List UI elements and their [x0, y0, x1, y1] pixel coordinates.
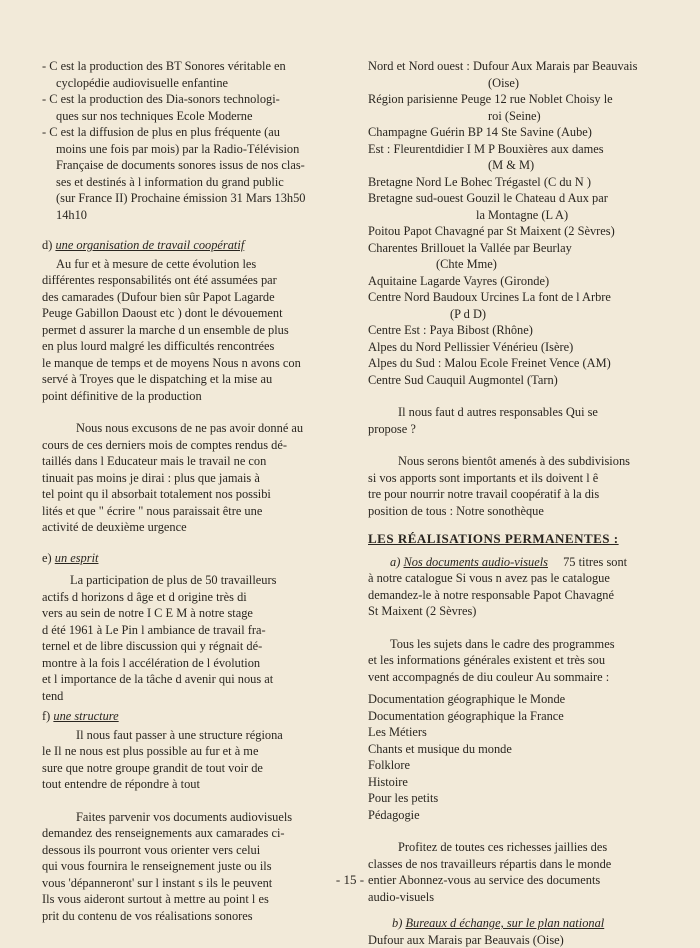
paragraph	[42, 420, 342, 536]
regional-contacts-list	[368, 58, 668, 388]
text-line: Au fur et à mesure de cette évolution les	[42, 256, 342, 273]
text-line: St Maixent (2 Sèvres)	[368, 603, 668, 620]
text-fragment: 75 titres sont	[551, 555, 627, 569]
list-item: Pour les petits	[368, 790, 668, 807]
text-line: 14h10	[42, 207, 342, 224]
right-column	[368, 58, 668, 948]
region-line: Alpes du Nord Pellissier Vénérieu (Isère)	[368, 339, 668, 356]
text-line: Nous nous excusons de ne pas avoir donné au	[42, 420, 342, 437]
text-line: et les informations générales existent et très sou	[368, 652, 668, 669]
text-line: si vos apports sont importants et ils doivent l ê	[368, 470, 668, 487]
region-line: Centre Nord Baudoux Urcines La font de l Arbre	[368, 289, 668, 306]
permanent-realisations-title: LES RÉALISATIONS PERMANENTES :	[368, 531, 668, 548]
paragraph	[368, 404, 668, 437]
region-line: Charentes Brillouet la Vallée par Beurlay	[368, 240, 668, 257]
text-line: servé à Troyes que le dispatching et la mise au	[42, 371, 342, 388]
section-title: une structure	[53, 709, 118, 723]
region-line: (Chte Mme)	[368, 256, 668, 273]
text-line: - C est la production des Dia-sonors technologi-	[42, 91, 342, 108]
text-line: moins une fois par mois) par la Radio-Télévision	[42, 141, 342, 158]
section-heading-f	[42, 708, 342, 725]
section-letter: b)	[392, 916, 402, 930]
section-heading-e	[42, 550, 342, 567]
region-line: Poitou Papot Chavagné par St Maixent (2 Sèvres)	[368, 223, 668, 240]
text-line: et l importance de la tâche d avenir qui nous at	[42, 671, 342, 688]
section-b	[368, 915, 668, 948]
region-line: (Oise)	[368, 75, 668, 92]
text-line: La participation de plus de 50 travailleurs	[42, 572, 342, 589]
text-line: tre pour nourrir notre travail coopératif à la dis	[368, 486, 668, 503]
text-line: point définitive de la production	[42, 388, 342, 405]
list-item: Histoire	[368, 774, 668, 791]
section-a	[368, 554, 668, 620]
text-line: - C est la diffusion de plus en plus fréquente (au	[42, 124, 342, 141]
region-line: Centre Sud Cauquil Augmontel (Tarn)	[368, 372, 668, 389]
region-line: (M & M)	[368, 157, 668, 174]
text-line: ternel et de libre discussion qui y régnait dé-	[42, 638, 342, 655]
region-line: Alpes du Sud : Malou Ecole Freinet Vence (AM)	[368, 355, 668, 372]
text-line: propose ?	[368, 421, 668, 438]
text-line: Nous serons bientôt amenés à des subdivisions	[368, 453, 668, 470]
list-item: Documentation géographique la France	[368, 708, 668, 725]
text-line: tinuait pas moins je dirai : plus que jamais à	[42, 470, 342, 487]
text-line: permet d assurer la marche d un ensemble de plus	[42, 322, 342, 339]
paragraph	[42, 572, 342, 704]
text-line: entier Abonnez-vous au service des documents	[368, 872, 668, 889]
section-title: un esprit	[55, 551, 99, 565]
text-line: prit du contenu de vos réalisations sonores	[42, 908, 342, 925]
text-line: demandez-le à notre responsable Papot Chavagné	[368, 587, 668, 604]
text-line: ques sur nos techniques Ecole Moderne	[42, 108, 342, 125]
text-line: taillés dans l Educateur mais le travail ne con	[42, 453, 342, 470]
text-line: d été 1961 à Le Pin l ambiance de travail fra-	[42, 622, 342, 639]
region-line: roi (Seine)	[368, 108, 668, 125]
text-line: Faites parvenir vos documents audiovisuels	[42, 809, 342, 826]
region-line: Champagne Guérin BP 14 Ste Savine (Aube)	[368, 124, 668, 141]
text-line: actifs d horizons d âge et d origine très di	[42, 589, 342, 606]
text-line: des camarades (Dufour bien sûr Papot Lagarde	[42, 289, 342, 306]
text-line: demandez des renseignements aux camarades ci-	[42, 825, 342, 842]
text-line: ses et destinés à l information du grand public	[42, 174, 342, 191]
section-title: Nos documents audio-visuels	[403, 555, 548, 569]
text-line: montre à la fois l accélération de l évolution	[42, 655, 342, 672]
text-line: vent accompagnés de diu couleur Au sommaire :	[368, 669, 668, 686]
text-line: en plus lourd malgré les difficultés rencontrées	[42, 338, 342, 355]
section-letter: d)	[42, 238, 52, 252]
list-item: Chants et musique du monde	[368, 741, 668, 758]
text-line: tend	[42, 688, 342, 705]
list-item: Documentation géographique le Monde	[368, 691, 668, 708]
text-line: tel point qu il absorbait totalement nos possibi	[42, 486, 342, 503]
sommaire-list	[368, 691, 668, 823]
paragraph	[42, 256, 342, 405]
text-line: vous 'dépanneront' sur l instant s ils le peuvent	[42, 875, 342, 892]
paragraph	[42, 727, 342, 793]
text-line: cours de ces derniers mois de comptes rendus dé-	[42, 437, 342, 454]
paragraph	[42, 809, 342, 925]
region-line: (P d D)	[368, 306, 668, 323]
region-line: la Montagne (L A)	[368, 207, 668, 224]
text-line: classes de nos travailleurs répartis dans le monde	[368, 856, 668, 873]
intro-block	[42, 58, 342, 223]
list-item: Folklore	[368, 757, 668, 774]
text-line: Ils vous aideront surtout à mettre au point l es	[42, 891, 342, 908]
paragraph	[368, 636, 668, 686]
text-line: audio-visuels	[368, 889, 668, 906]
paragraph	[368, 453, 668, 519]
list-item: Les Métiers	[368, 724, 668, 741]
region-line: Aquitaine Lagarde Vayres (Gironde)	[368, 273, 668, 290]
text-line: Il nous faut passer à une structure régiona	[42, 727, 342, 744]
text-line: le manque de temps et de moyens Nous n avons con	[42, 355, 342, 372]
section-letter: a)	[390, 555, 400, 569]
section-letter: f)	[42, 709, 50, 723]
list-item: Pédagogie	[368, 807, 668, 824]
text-line: Dufour aux Marais par Beauvais (Oise)	[368, 932, 668, 948]
text-line: le Il ne nous est plus possible au fur et à me	[42, 743, 342, 760]
text-line: vers au sein de notre I C E M à notre stage	[42, 605, 342, 622]
text-line: Profitez de toutes ces richesses jaillies des	[368, 839, 668, 856]
section-title: une organisation de travail coopératif	[55, 238, 244, 252]
text-line: dessous ils pourront vous orienter vers celui	[42, 842, 342, 859]
region-line: Région parisienne Peuge 12 rue Noblet Choisy le	[368, 91, 668, 108]
region-line: Bretagne sud-ouest Gouzil le Chateau d Aux par	[368, 190, 668, 207]
text-line: activité de deuxième urgence	[42, 519, 342, 536]
region-line: Nord et Nord ouest : Dufour Aux Marais par Beauvais	[368, 58, 668, 75]
region-line: Bretagne Nord Le Bohec Trégastel (C du N )	[368, 174, 668, 191]
left-column	[42, 58, 342, 924]
text-line: Française de documents sonores issus de nos clas-	[42, 157, 342, 174]
text-line: différentes responsabilités ont été assumées par	[42, 272, 342, 289]
text-line: lités et que " écrire " nous paraissait être une	[42, 503, 342, 520]
text-line: Tous les sujets dans le cadre des programmes	[368, 636, 668, 653]
page-number: - 15 -	[0, 872, 700, 888]
section-title: Bureaux d échange, sur le plan national	[405, 916, 604, 930]
region-line: Est : Fleurentdidier I M P Bouxières aux dames	[368, 141, 668, 158]
section-letter: e)	[42, 551, 52, 565]
text-line: (sur France II) Prochaine émission 31 Mars 13h50	[42, 190, 342, 207]
text-line: sure que notre groupe grandit de tout voir de	[42, 760, 342, 777]
region-line: Centre Est : Paya Bibost (Rhône)	[368, 322, 668, 339]
text-line: qui vous fournira le renseignement juste ou ils	[42, 858, 342, 875]
text-line: Il nous faut d autres responsables Qui se	[368, 404, 668, 421]
text-line: Peuge Gabillon Daoust etc ) dont le dévouement	[42, 305, 342, 322]
text-line: - C est la production des BT Sonores véritable en	[42, 58, 342, 75]
text-line: position de tous : Notre sonothèque	[368, 503, 668, 520]
section-heading-d	[42, 237, 342, 254]
text-line: tout entendre de répondre à tout	[42, 776, 342, 793]
text-line: cyclopédie audiovisuelle enfantine	[42, 75, 342, 92]
text-line: à notre catalogue Si vous n avez pas le catalogue	[368, 570, 668, 587]
